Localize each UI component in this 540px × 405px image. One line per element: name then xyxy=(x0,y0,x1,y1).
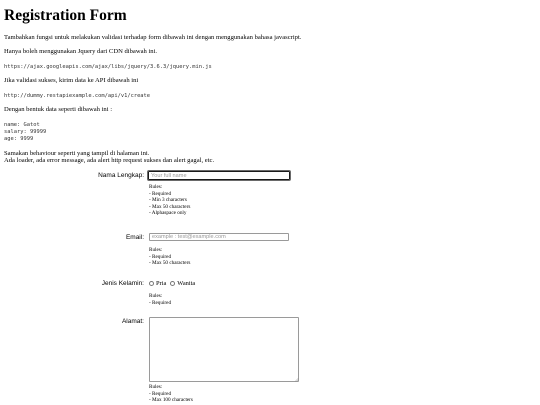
nama-input[interactable] xyxy=(148,171,290,180)
nama-label: Nama Lengkap: xyxy=(98,172,144,179)
data-line-name: name: Gatot xyxy=(4,122,40,128)
rules-heading: Rules: xyxy=(149,247,163,253)
alamat-label: Alamat: xyxy=(121,318,144,325)
gender-rules xyxy=(149,293,171,306)
email-input[interactable] xyxy=(149,233,289,241)
gender-label: Jenis Kelamin: xyxy=(101,280,144,287)
radio-pria[interactable] xyxy=(149,281,154,286)
rule-item: - Required xyxy=(149,299,172,306)
nama-rules xyxy=(149,184,190,217)
data-line-salary: salary: 99999 xyxy=(4,129,47,135)
gender-option-wanita[interactable] xyxy=(170,279,195,288)
radio-pria-label: Pria xyxy=(156,280,167,287)
radio-wanita-label: Wanita xyxy=(177,280,196,287)
alamat-textarea[interactable] xyxy=(149,317,299,382)
rule-item: - Max 50 characters xyxy=(149,203,191,210)
resize-handle-icon[interactable] xyxy=(294,377,299,382)
intro-text: Tambahkan fungsi untuk melakukan validasi terhadap form dibawah ini dengan menggunakan bahasa javascript. xyxy=(4,34,302,41)
page-title: Registration Form xyxy=(4,7,127,24)
api-url: http://dummy.restapiexample.com/api/v1/create xyxy=(4,93,151,99)
api-note: Jika validasi sukses, kirim data ke API dibawah ini xyxy=(4,77,139,84)
data-line-age: age: 9999 xyxy=(4,136,34,142)
behaviour-line-1: Samakan behaviour seperti yang tampil di halaman ini. xyxy=(4,150,150,157)
rule-item: - Min 3 characters xyxy=(149,197,187,204)
rule-item: - Required xyxy=(149,253,172,260)
rules-heading: Rules: xyxy=(149,184,163,190)
radio-wanita[interactable] xyxy=(170,281,175,286)
gender-option-pria[interactable] xyxy=(149,279,166,288)
rule-item: - Max 50 characters xyxy=(149,260,191,267)
data-note: Dengan bentuk data seperti dibawah ini : xyxy=(4,106,113,113)
alamat-rules xyxy=(149,384,193,404)
rules-heading: Rules: xyxy=(149,384,163,390)
rule-item: - Max 100 characters xyxy=(149,397,193,404)
gender-radio-group xyxy=(149,279,197,288)
jquery-note: Hanya boleh menggunakan Jquery dari CDN dibawah ini. xyxy=(4,48,158,55)
email-rules xyxy=(149,247,190,267)
behaviour-line-2: Ada loader, ada error message, ada alert http request sukses dan alert gagal, etc. xyxy=(4,157,215,164)
rules-heading: Rules: xyxy=(149,293,163,299)
rule-item: - Required xyxy=(149,190,172,197)
jquery-url: https://ajax.googleapis.com/ajax/libs/jquery/3.6.3/jquery.min.js xyxy=(4,64,212,70)
rule-item: - Required xyxy=(149,390,172,397)
rule-item: - Alphaspace only xyxy=(149,210,187,217)
email-label: Email: xyxy=(125,234,144,241)
